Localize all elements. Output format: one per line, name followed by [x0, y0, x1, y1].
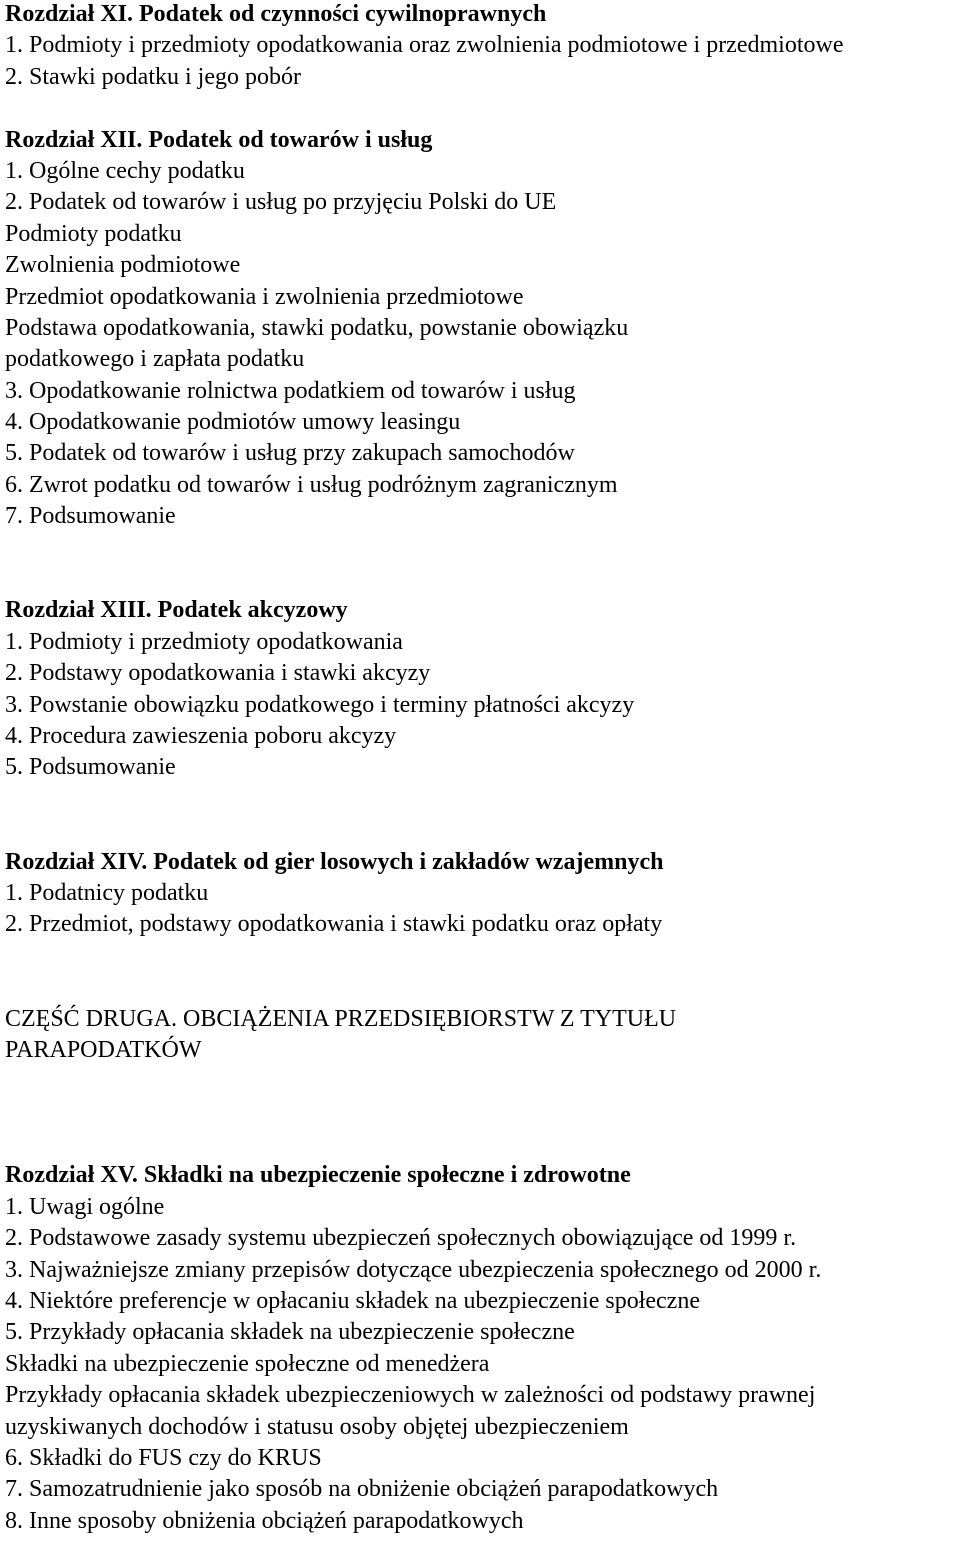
toc-line: 5. Przykłady opłacania składek na ubezpieczenie społeczne — [5, 1319, 575, 1346]
blank-line — [5, 1099, 955, 1130]
toc-line: 1. Podmioty i przedmioty opodatkowania — [5, 628, 403, 655]
toc-line: 8. Inne sposoby obniżenia obciążeń parapodatkowych — [5, 1507, 524, 1534]
toc-line: CZĘŚĆ DRUGA. OBCIĄŻENIA PRZEDSIĘBIORSTW Z TYTUŁU — [5, 1005, 677, 1032]
blank-line — [5, 973, 955, 1004]
toc-line: Przykłady opłacania składek ubezpieczeniowych w zależności od podstawy prawnej — [5, 1382, 816, 1409]
toc-line: 4. Procedura zawieszenia poboru akcyzy — [5, 722, 397, 749]
toc-line: 4. Niektóre preferencje w opłacaniu składek na ubezpieczenie społeczne — [5, 1288, 700, 1315]
toc-line: 1. Podatnicy podatku — [5, 879, 209, 906]
toc-line: 2. Przedmiot, podstawy opodatkowania i stawki podatku oraz opłaty — [5, 911, 663, 938]
blank-line — [5, 942, 955, 973]
blank-line — [5, 816, 955, 847]
blank-line — [5, 785, 955, 816]
toc-line: 2. Stawki podatku i jego pobór — [5, 63, 301, 90]
toc-line: 7. Samozatrudnienie jako sposób na obniżenie obciążeń parapodatkowych — [5, 1476, 719, 1503]
blank-line — [5, 94, 955, 125]
toc-line: 1. Podmioty i przedmioty opodatkowania oraz zwolnienia podmiotowe i przedmiotowe — [5, 32, 844, 59]
toc-line: Zwolnienia podmiotowe — [5, 252, 241, 279]
chapter-heading: Rozdział XIV. Podatek od gier losowych i zakładów wzajemnych — [5, 848, 664, 875]
toc-line: 4. Opodatkowanie podmiotów umowy leasingu — [5, 409, 461, 436]
toc-line: Podmioty podatku — [5, 220, 182, 247]
toc-line: Podstawa opodatkowania, stawki podatku, powstanie obowiązku — [5, 314, 629, 341]
toc-line: 2. Podstawy opodatkowania i stawki akcyzy — [5, 660, 431, 687]
toc-line: Składki na ubezpieczenie społeczne od menedżera — [5, 1350, 490, 1377]
toc-line: 1. Ogólne cechy podatku — [5, 157, 245, 184]
blank-line — [5, 565, 955, 596]
toc-line: 1. Uwagi ogólne — [5, 1193, 165, 1220]
toc-line: PARAPODATKÓW — [5, 1036, 202, 1063]
toc-line: 2. Podstawowe zasady systemu ubezpieczeń społecznych obowiązujące od 1999 r. — [5, 1225, 797, 1252]
toc-line: uzyskiwanych dochodów i statusu osoby objętej ubezpieczeniem — [5, 1413, 629, 1440]
toc-line: podatkowego i zapłata podatku — [5, 346, 305, 373]
toc-line: 6. Składki do FUS czy do KRUS — [5, 1444, 322, 1471]
toc-line: 5. Podsumowanie — [5, 754, 176, 781]
chapter-heading: Rozdział XI. Podatek od czynności cywilnoprawnych — [5, 1, 547, 27]
blank-line — [5, 1130, 955, 1161]
document-body — [5, 0, 955, 1538]
toc-line: 7. Podsumowanie — [5, 503, 176, 530]
blank-line — [5, 534, 955, 565]
toc-line: Przedmiot opodatkowania i zwolnienia przedmiotowe — [5, 283, 524, 310]
chapter-heading: Rozdział XV. Składki na ubezpieczenie społeczne i zdrowotne — [5, 1162, 631, 1189]
toc-line: 3. Powstanie obowiązku podatkowego i terminy płatności akcyzy — [5, 691, 635, 718]
toc-line: 6. Zwrot podatku od towarów i usług podróżnym zagranicznym — [5, 471, 618, 498]
toc-line: 3. Najważniejsze zmiany przepisów dotyczące ubezpieczenia społecznego od 2000 r. — [5, 1256, 822, 1283]
chapter-heading: Rozdział XII. Podatek od towarów i usług — [5, 126, 433, 153]
toc-line: 2. Podatek od towarów i usług po przyjęciu Polski do UE — [5, 189, 557, 216]
toc-line: 5. Podatek od towarów i usług przy zakupach samochodów — [5, 440, 575, 467]
toc-line: 3. Opodatkowanie rolnictwa podatkiem od towarów i usług — [5, 377, 576, 404]
chapter-heading: Rozdział XIII. Podatek akcyzowy — [5, 597, 348, 624]
blank-line — [5, 1067, 955, 1098]
